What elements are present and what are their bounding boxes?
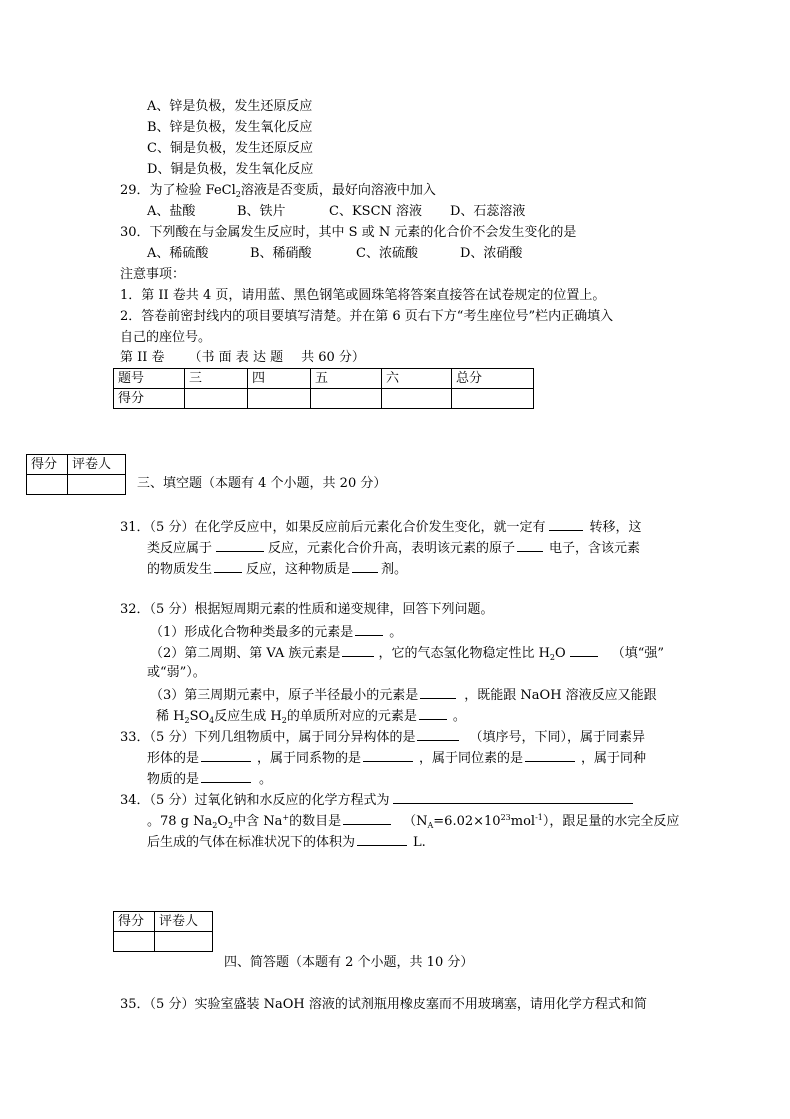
part2-header: 第 II 卷 （书 面 表 达 题 共 60 分） xyxy=(120,350,365,365)
grader-name-cell[interactable] xyxy=(155,932,213,952)
q33-blank-2[interactable] xyxy=(201,748,251,762)
q33-line-2: 形体的是 ，属于同系物的是 ，属于同位素的是 ，属于同种 xyxy=(147,748,646,768)
q32-blank-5[interactable] xyxy=(419,706,447,720)
q34-blank-equation[interactable] xyxy=(393,790,633,804)
score-cell[interactable] xyxy=(248,389,311,409)
grader-score-cell[interactable] xyxy=(27,475,68,495)
q28-option-c: C、铜是负极，发生还原反应 xyxy=(147,141,313,156)
score-table-header-cell: 四 xyxy=(248,369,311,389)
q33-blank-4[interactable] xyxy=(525,748,575,762)
q30-option-a: A、稀硫酸 xyxy=(147,246,209,261)
q33-blank-5[interactable] xyxy=(201,769,251,783)
q33-blank-1[interactable] xyxy=(417,727,459,741)
q32-part-3: （3）第三周期元素中，原子半径最小的元素是 ，既能跟 NaOH 溶液反应又能跟 xyxy=(150,685,657,705)
notice-line-3: 自己的座位号。 xyxy=(120,330,212,345)
q34-line-2: 。78 g $Na_2O_2$中含 Na+的数目是 $(N_A=6.02\times 10^{23}mol^{-1})$，跟足量的水完全反应 xyxy=(147,813,680,830)
grader-box-3 xyxy=(26,454,126,495)
q31-blank-1[interactable] xyxy=(549,517,583,531)
table-row xyxy=(27,475,126,495)
q32-part-3-cont: 稀 $H_2SO_4$反应生成 $H_2$的单质所对应的元素是 。 xyxy=(156,706,466,727)
score-table-header-cell: 三 xyxy=(185,369,248,389)
q28-option-b: B、锌是负极，发生氧化反应 xyxy=(147,120,313,135)
q29-stem: 29．为了检验 FeCl$_2$溶液是否变质，最好向溶液中加入 xyxy=(120,183,436,199)
q34-blank-volume[interactable] xyxy=(357,832,407,846)
q30-option-c: C、浓硫酸 xyxy=(356,246,418,261)
q33-line-3: 物质的是 。 xyxy=(147,769,272,789)
notice-line-1: 1．第 II 卷共 4 页，请用蓝、黑色钢笔或圆珠笔将答案直接答在试卷规定的位置上。 xyxy=(120,288,606,303)
q33-line-1: 33．（5 分）下列几组物质中，属于同分异构体的是 （填序号，下同），属于同素异 xyxy=(120,727,645,747)
score-table-header-cell: 题号 xyxy=(114,369,185,389)
q31-blank-5[interactable] xyxy=(352,559,378,573)
q32-blank-3[interactable] xyxy=(570,643,598,657)
q31-blank-2[interactable] xyxy=(216,538,264,552)
q29-option-b: B、铁片 xyxy=(237,204,286,219)
score-table xyxy=(113,368,534,409)
q34-line-3: 后生成的气体在标准状况下的体积为 L. xyxy=(147,832,426,852)
grader-score-cell[interactable] xyxy=(114,932,155,952)
table-row xyxy=(114,369,534,389)
table-row xyxy=(114,912,213,932)
score-table-header-cell: 总分 xyxy=(452,369,534,389)
grader-box-4 xyxy=(113,911,213,952)
table-row xyxy=(27,455,126,475)
table-row xyxy=(114,389,534,409)
q30-stem: 30．下列酸在与金属发生反应时，其中 S 或 N 元素的化合价不会发生变化的是 xyxy=(120,225,577,240)
q32-part-1: （1）形成化合物种类最多的元素是 。 xyxy=(150,622,402,642)
grader-score-label: 得分 xyxy=(114,912,155,932)
q31-line-3: 的物质发生 反应，这种物质是 剂。 xyxy=(147,559,407,579)
score-table-header-cell: 五 xyxy=(311,369,382,389)
q30-option-b: B、稀硝酸 xyxy=(250,246,312,261)
notice-line-2: 2．答卷前密封线内的项目要填写清楚。并在第 6 页右下方“考生座位号”栏内正确填入 xyxy=(120,309,614,324)
q34-line-1: 34．（5 分）过氧化钠和水反应的化学方程式为 xyxy=(120,790,633,810)
section-3-title: 三、填空题（本题有 4 个小题，共 20 分） xyxy=(137,476,387,491)
q32-blank-1[interactable] xyxy=(355,622,383,636)
grader-name-label: 评卷人 xyxy=(68,455,126,475)
q28-option-d: D、铜是负极，发生氧化反应 xyxy=(147,162,314,177)
score-cell[interactable] xyxy=(185,389,248,409)
q30-option-d: D、浓硝酸 xyxy=(460,246,523,261)
q32-blank-4[interactable] xyxy=(420,685,456,699)
q32-blank-2[interactable] xyxy=(342,643,374,657)
section-4-title: 四、简答题（本题有 2 个小题，共 10 分） xyxy=(224,955,474,970)
q32-stem: 32．（5 分）根据短周期元素的性质和递变规律，回答下列问题。 xyxy=(120,602,494,617)
q31-line-2: 类反应属于 反应，元素化合价升高，表明该元素的原子 电子，含该元素 xyxy=(147,538,640,558)
q31-blank-4[interactable] xyxy=(214,559,242,573)
score-cell[interactable] xyxy=(452,389,534,409)
q29-option-a: A、盐酸 xyxy=(147,204,196,219)
score-table-row-label: 得分 xyxy=(114,389,185,409)
q32-part-2-cont: 或“弱”）。 xyxy=(147,665,206,680)
q28-option-a: A、锌是负极，发生还原反应 xyxy=(147,99,313,114)
notice-title: 注意事项： xyxy=(120,267,186,282)
q29-option-c: C、KSCN 溶液 xyxy=(329,204,423,219)
q31-blank-3[interactable] xyxy=(517,538,543,552)
grader-score-label: 得分 xyxy=(27,455,68,475)
q32-part-2: （2）第二周期、第 VA 族元素是 ，它的气态氢化物稳定性比 $H_2O$ （填“强” xyxy=(150,643,664,664)
grader-name-label: 评卷人 xyxy=(155,912,213,932)
q34-blank-count[interactable] xyxy=(343,811,391,825)
q35-line-1: 35．（5 分）实验室盛装 NaOH 溶液的试剂瓶用橡皮塞而不用玻璃塞，请用化学方程式和简 xyxy=(120,997,647,1012)
q33-blank-3[interactable] xyxy=(363,748,413,762)
score-cell[interactable] xyxy=(311,389,382,409)
table-row xyxy=(114,932,213,952)
q29-option-d: D、石蕊溶液 xyxy=(450,204,526,219)
score-cell[interactable] xyxy=(382,389,452,409)
score-table-header-cell: 六 xyxy=(382,369,452,389)
q31-line-1: 31．（5 分）在化学反应中，如果反应前后元素化合价发生变化，就一定有 转移，这 xyxy=(120,517,641,537)
grader-name-cell[interactable] xyxy=(68,475,126,495)
